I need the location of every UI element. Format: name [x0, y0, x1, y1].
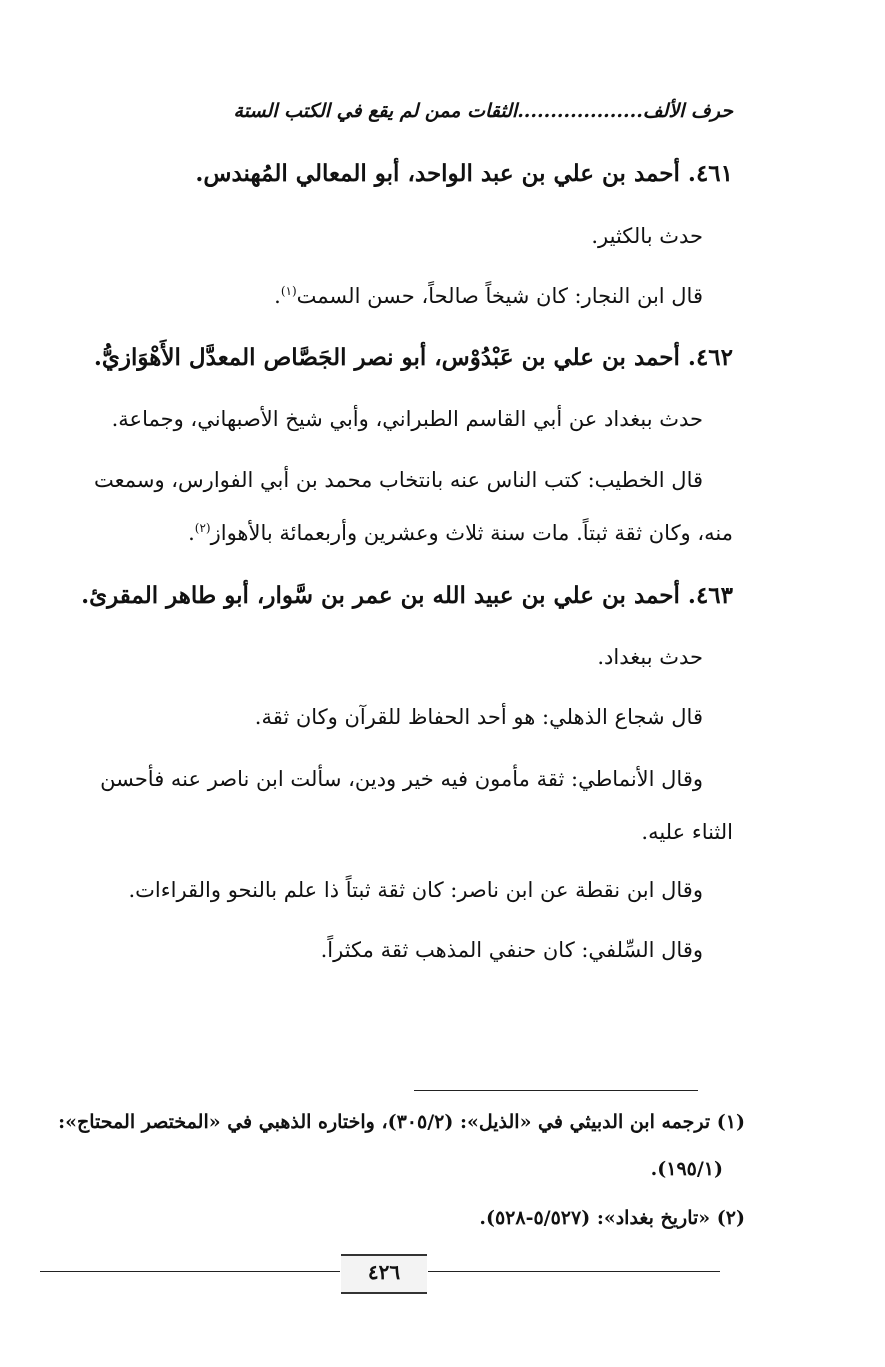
- entry-462-line-2: قال الخطيب: كتب الناس عنه بانتخاب محمد بن أبي الفوارس، وسمعت: [93, 468, 703, 492]
- entry-461-line-2: [274, 284, 703, 309]
- header-section-title: حرف الألف: [642, 100, 733, 122]
- running-header: [78, 100, 733, 134]
- entry-462-heading: ٤٦٢. أحمد بن علي بن عَبْدُوْس، أبو نصر الجَصَّاص المعدَّل الأَهْوَازيُّ.: [93, 344, 733, 371]
- footnote-1-line-2: (١٩٥/١).: [650, 1158, 723, 1180]
- period: .: [274, 284, 281, 308]
- entry-463-line-3: وقال الأنماطي: ثقة مأمون فيه خير ودين، سألت ابن ناصر عنه فأحسن: [100, 767, 703, 791]
- page-number: ٤٢٦: [341, 1254, 427, 1294]
- entry-462-line-3: [188, 521, 733, 546]
- entry-463-heading: ٤٦٣. أحمد بن علي بن عبيد الله بن عمر بن سَّوار، أبو طاهر المقرئ.: [81, 582, 733, 609]
- header-section: [234, 100, 733, 122]
- entry-463-line-1: حدث ببغداد.: [597, 645, 703, 669]
- entry-463-line-2: قال شجاع الذهلي: هو أحد الحفاظ للقرآن وكان ثقة.: [254, 705, 703, 729]
- entry-461-heading: ٤٦١. أحمد بن علي بن عبد الواحد، أبو المعالي المُهندس.: [195, 160, 733, 187]
- bottom-rule-right: [428, 1271, 720, 1272]
- footnote-mark-1: (١): [280, 284, 297, 298]
- entry-462-text: منه، وكان ثقة ثبتاً. مات سنة ثلاث وعشرين وأربعمائة بالأهواز: [210, 521, 733, 545]
- footnote-mark-2: (٢): [194, 521, 211, 535]
- entry-463-line-6: وقال السِّلفي: كان حنفي المذهب ثقة مكثراً.: [320, 938, 703, 962]
- entry-461-text: قال ابن النجار: كان شيخاً صالحاً، حسن السمت: [296, 284, 703, 308]
- period: .: [188, 521, 195, 545]
- entry-463-line-5: وقال ابن نقطة عن ابن ناصر: كان ثقة ثبتاً ذا علم بالنحو والقراءات.: [128, 878, 703, 902]
- header-book-title: الثقات ممن لم يقع في الكتب الستة: [233, 100, 518, 122]
- footnote-separator: [414, 1090, 698, 1091]
- entry-463-line-4: الثناء عليه.: [641, 820, 733, 844]
- header-dots: ...................: [517, 100, 643, 122]
- footnote-1-line-1: (١) ترجمه ابن الدبيثي في «الذيل»: (٣٠٥/٢)، واختاره الذهبي في «المختصر المحتاج»:: [58, 1111, 745, 1133]
- bottom-rule-left: [40, 1271, 340, 1272]
- entry-462-line-1: حدث ببغداد عن أبي القاسم الطبراني، وأبي شيخ الأصبهاني، وجماعة.: [111, 407, 703, 431]
- footnote-2: (٢) «تاريخ بغداد»: (٥/٥٢٧-٥٢٨).: [479, 1207, 745, 1229]
- entry-461-line-1: حدث بالكثير.: [591, 224, 703, 248]
